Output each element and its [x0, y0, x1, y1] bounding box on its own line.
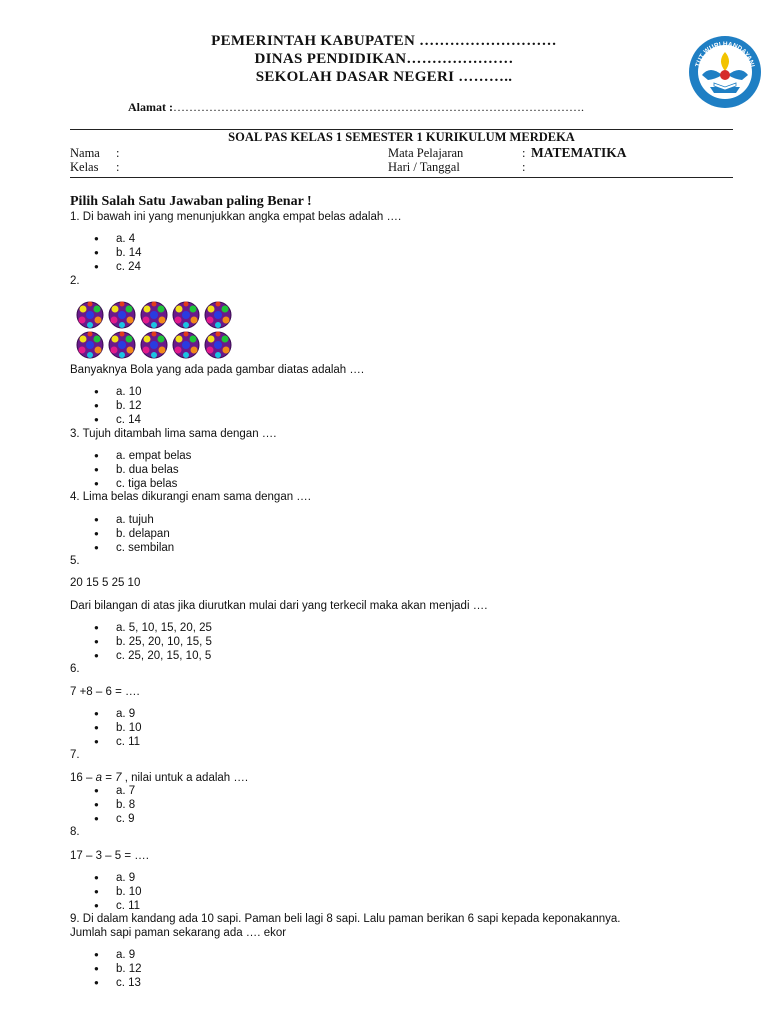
kelas-label: Kelas: [70, 160, 99, 174]
question-2: Banyaknya Bola yang ada pada gambar diatas adalah ….: [70, 364, 365, 376]
question-1: 1. Di bawah ini yang menunjukkan angka empat belas adalah ….: [70, 211, 402, 223]
address-label: Alamat :: [128, 100, 173, 114]
option: ● b. 10: [70, 885, 142, 899]
option: ● b. dua belas: [70, 463, 191, 477]
option: ● c. 13: [70, 976, 142, 990]
question-6-equation: 7 +8 – 6 = ….: [70, 686, 140, 698]
nama-label: Nama: [70, 146, 100, 160]
divider-bottom: [70, 177, 733, 178]
option: ● a. 9: [70, 948, 142, 962]
option: ● b. 10: [70, 721, 142, 735]
address-value: ………………………………………………………………………………………….: [173, 100, 584, 114]
tut-wuri-handayani-logo: [688, 35, 762, 109]
option: ● c. 14: [70, 413, 142, 427]
option: ● b. 14: [70, 246, 142, 260]
options-2: [70, 385, 142, 427]
option: ● c. 11: [70, 735, 142, 749]
options-3: [70, 449, 191, 491]
option: ● c. 11: [70, 899, 142, 913]
nama-colon: :: [116, 146, 120, 160]
question-8-number: 8.: [70, 826, 80, 838]
question-6-number: 6.: [70, 663, 80, 675]
question-7-equation: 16 – a = 7 , nilai untuk a adalah ….: [70, 772, 249, 784]
option: ● c. 9: [70, 812, 135, 826]
question-7-number: 7.: [70, 749, 80, 761]
exam-title: SOAL PAS KELAS 1 SEMESTER 1 KURIKULUM MERDEKA: [228, 130, 575, 144]
header-department: DINAS PENDIDIKAN…………………: [254, 51, 514, 67]
question-9-line2: Jumlah sapi paman sekarang ada …. ekor: [70, 927, 287, 939]
address-line: [128, 100, 584, 115]
option: ● a. 9: [70, 707, 142, 721]
hari-label: Hari / Tanggal: [388, 160, 460, 174]
question-9-line1: 9. Di dalam kandang ada 10 sapi. Paman beli lagi 8 sapi. Lalu paman berikan 6 sapi kepada keponakannya.: [70, 913, 621, 925]
question-8-equation: 17 – 3 – 5 = ….: [70, 850, 149, 862]
question-2-number: 2.: [70, 275, 80, 287]
options-8: [70, 871, 142, 913]
option: ● a. tujuh: [70, 513, 174, 527]
kelas-colon: :: [116, 160, 120, 174]
svg-text:TUT WURI HANDAYANI: TUT WURI HANDAYANI: [694, 40, 756, 68]
instruction: Pilih Salah Satu Jawaban paling Benar !: [70, 194, 312, 209]
option: ● b. 25, 20, 10, 15, 5: [70, 635, 212, 649]
mapel-value: MATEMATIKA: [531, 145, 627, 160]
option: ● c. 25, 20, 15, 10, 5: [70, 649, 212, 663]
question-5-number: 5.: [70, 555, 80, 567]
soccer-balls-image: [74, 300, 240, 360]
option: ● a. 9: [70, 871, 142, 885]
option: ● a. 10: [70, 385, 142, 399]
option: ● c. 24: [70, 260, 142, 274]
option: ● b. delapan: [70, 527, 174, 541]
options-5: [70, 621, 212, 663]
option: ● b. 12: [70, 399, 142, 413]
header-government: PEMERINTAH KABUPATEN ………………………: [211, 33, 557, 49]
question-3: 3. Tujuh ditambah lima sama dengan ….: [70, 428, 277, 440]
question-5-numbers: 20 15 5 25 10: [70, 577, 141, 589]
options-4: [70, 513, 174, 555]
option: ● a. 4: [70, 232, 142, 246]
option: ● c. tiga belas: [70, 477, 191, 491]
option: ● a. empat belas: [70, 449, 191, 463]
options-6: [70, 707, 142, 749]
options-1: [70, 232, 142, 274]
header-school: SEKOLAH DASAR NEGERI ………..: [255, 69, 513, 85]
mapel-colon: :: [522, 146, 526, 160]
options-7: [70, 784, 135, 826]
option: ● a. 5, 10, 15, 20, 25: [70, 621, 212, 635]
question-5: Dari bilangan di atas jika diurutkan mulai dari yang terkecil maka akan menjadi ….: [70, 600, 488, 612]
option: ● a. 7: [70, 784, 135, 798]
option: ● b. 8: [70, 798, 135, 812]
hari-colon: :: [522, 160, 526, 174]
mapel-label: Mata Pelajaran: [388, 146, 464, 160]
option: ● b. 12: [70, 962, 142, 976]
option: ● c. sembilan: [70, 541, 174, 555]
question-4: 4. Lima belas dikurangi enam sama dengan ….: [70, 491, 312, 503]
options-9: [70, 948, 142, 990]
